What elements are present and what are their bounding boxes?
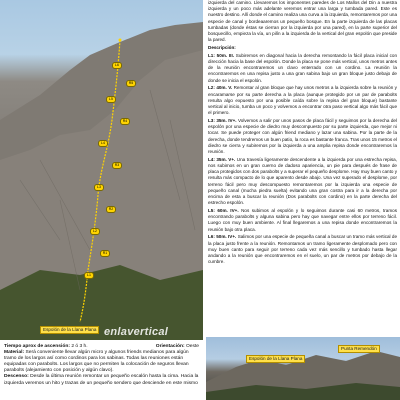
material-label: Material: [4, 350, 25, 356]
intro-paragraph: izquierda del camino. Llevaremos los imponentes paredes de Los Mallos del Din a nuestra izquierda y un poco más adelante veremos entrar una larga y tumbada pared. Este es nuestro destino. Allí donde el camino realiza una curva a la izquierda, remontaremos por una especie de canal y bordeaaremos un pequeño bosque. En la parte izquierda de las placas tumbadas (donde éstas se cierran por la izquierda por una pared), en la parte superior del bosquecillo, empieza la vía, un pilín a la izquierda de la vertical del gran espolón que preside la pared. [208, 0, 397, 43]
pitch-paragraph: L1: 50m. III. Subiremos en diagonal hacia la derecha remontando la fácil placa inicial con dirección hacia la base del espolón. Donde la placa se pone más vertical, unos metros antes de la reunión encontraremos un clavo enterrado con un cordino. La reunión la encontraremos en una repisa justo a una gran sabina bajo un gran bloque justo debajo de donde se inicia el espolón. [208, 52, 397, 83]
descent-text: Desde la última reunión remontar un pequeño escalón hasta la cima. Hacia la izquierda veremos un hito y trazas de un pequeño sendero que desciende en este mismo [4, 374, 199, 386]
pitch-marker: R3 [112, 162, 122, 169]
approach-value: 2 ó 3 h. [71, 344, 88, 349]
pitch-marker: L5 [106, 96, 116, 103]
pitch-marker: L4 [98, 140, 108, 147]
pitch-marker: L6 [112, 62, 122, 69]
label-punta-remendon: Punta Remendón [338, 345, 380, 353]
route-meta [0, 342, 203, 400]
pitch-marker: L3 [94, 184, 104, 191]
material-text: Será conveniente llevar algún micro y algunos friends medianos para algún tramo de los largos así como cordinos para los sabinas. Todas las reuniones están equipadas con parabolts. Los largos que no permiten la colocación de seguros llevan parabolts (alejamiento con posición y algún clavo). [4, 350, 189, 374]
pitch-marker: R4 [120, 118, 130, 125]
pitch-marker: R5 [126, 80, 136, 87]
watermark: enlavertical [104, 326, 169, 338]
pitch-paragraph: L3: 35m. IV+. Volvemos a salir por unos pasos de placa fácil y seguimos por la derecha del espolón por una especie de diedro muy descompuesto por su parte izquierda, que mejor ni tocar. Se puede proteger con algún friend mediano y lazar una sabina. Por la parte de la derecha, donde tendremos un buen patio, la roca es bastante franca. Tras unos 15 metros el diedro se cierra y subiremos por la izquierda a una amplia repisa donde encontraremos la reunión. [208, 118, 397, 155]
pitch-marker: L2 [90, 228, 100, 235]
pitch-marker: L1 [84, 272, 94, 279]
descent-label: Descenso: [4, 374, 29, 380]
route-photo [0, 0, 203, 340]
approach-label: Tiempo aprox de ascensión: [4, 344, 70, 349]
route-description [206, 0, 400, 335]
label-expolon: Espolón de la Llana Plana [40, 326, 99, 334]
pitch-paragraph: L2: 40m. V. Remontar al gran bloque que hay unos metros a la izquierda sobre la reunión y encaramarse por su parte derecha a la placa (aunque protegido por un par de parabolts resulta algo expuesto por una posible caída sobre la repisa del gran bloque) bastante vertical al inicio, tumba un poco y volvemos a encontrar otra paso vertical algo más fácil que el primero. [208, 85, 397, 116]
cliff-illustration [0, 0, 203, 340]
pitch-paragraph: L4: 35m. V+. Una travesía ligeramente descendente a la izquierda por una estrecha repisa, nos subimos en un gran cuerno de dadoso apariencia, un pie para después de frase de placa protegidos con dos parabolts y a superar el pequeño desplome. Hay muy buen canto y resulta más compacto de lo que aparento desde abajo. Una vez superado el desplome, por terreno fácil pero muy descompuesto remontaremos por la izquierda una especie de pequeño canal (mucha piedra suelta) evitando una gran costra para ir a la derecha por encima de esta a buscar la reunión (Dos parabolts con cordino) en la parte derecha del estrecho espolón. [208, 156, 398, 206]
pitch-marker: R1 [100, 250, 110, 257]
label-expolon-thumb: Espolón de la Llana Plana [246, 355, 305, 363]
description-heading: Descripción: [208, 45, 236, 51]
pitch-paragraph: L5: 60m. IV+. Nos subimos al espolón y lo seguimos durante casi 60 metros, tramos encontrando parabolts y alguna sabina pero hay que navegar entre ellos por terreno fácil. Luego con muy buen ambiente. Al final llegaremos a una repisa donde encontraremos la reunión bajo otra placa. [208, 208, 397, 232]
overview-photo [206, 337, 400, 400]
pitch-marker: R2 [106, 206, 116, 213]
orientation-value: Oeste [185, 344, 199, 349]
orientation-label: Orientación: [155, 344, 185, 349]
pitch-paragraph: L6: 50m. IV+. Salimos por una especie de pequeña canal a buscar un tramo más vertical de la placa justo frente a la reunión. Remontamos un tramo ligeramente desplomado pero con muy buen canto para seguir por terreno cada vez más sencillo y tumbado hasta llegar andando a la reunión que encontraremos en el suelo, un par de metros por debajo de la cumbre. [208, 234, 398, 265]
